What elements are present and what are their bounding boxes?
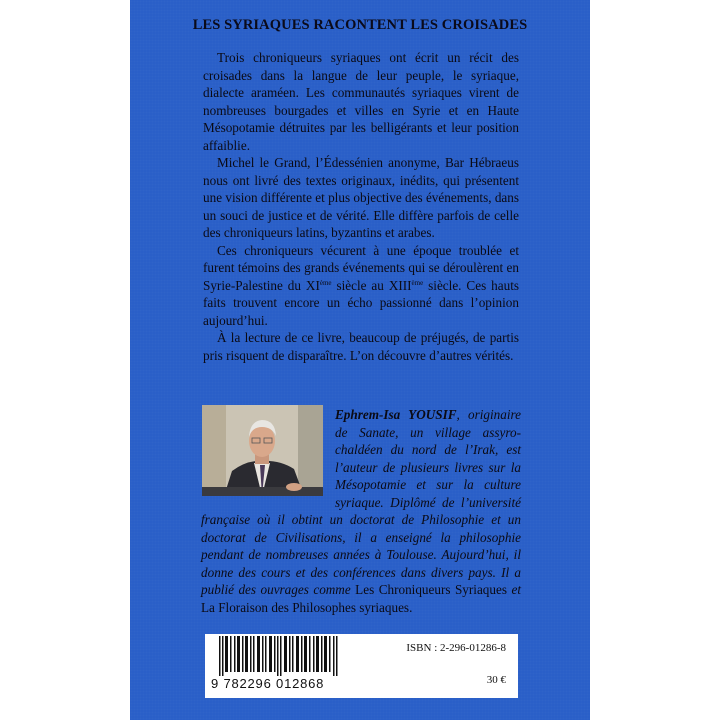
author-name: Ephrem-Isa YOUSIF	[335, 407, 457, 422]
p3-middle: siècle au XIII	[331, 277, 412, 293]
book-back-cover	[130, 0, 590, 720]
p3-after: siècle. Ces hauts faits trouvent encore un écho passionné dans l’opinion aujourd’hui.	[203, 277, 519, 328]
p3-before: Ces chroniqueurs vécurent à une époque troublée et furent témoins des grands événements qui se déroulèrent en Syrie-Palestine du XI	[203, 242, 519, 293]
blurb-paragraph-4: À la lecture de ce livre, beaucoup de préjugés, de partis pris risquent de disparaître. L’on découvre d’autres vérités.	[203, 330, 519, 363]
book-ref-2: La Floraison des Philosophes syriaques	[201, 599, 410, 615]
blurb-paragraph-3	[203, 242, 519, 330]
price: 30 €	[486, 674, 506, 686]
bio-end: .	[409, 599, 413, 615]
barcode-digits: 9 782296 012868	[211, 676, 325, 691]
blurb-paragraph-1: Trois chroniqueurs syriaques ont écrit un récit des croisades dans la langue de leur peuple, le syriaque, dialecte araméen. Les communautés syriaques virent de nombreuses bourgades et villes en Syrie et en Haute Mésopotamie détruites par les belligérants et leur position affaiblie.	[203, 50, 519, 153]
blurb	[203, 49, 519, 364]
barcode-panel	[205, 634, 518, 698]
book-ref-1: Les Chroniqueurs Syriaques	[355, 582, 507, 597]
bio-text: , originaire de Sanate, un village assyro-chaldéen du nord de l’Irak, est l’auteur de plusieurs livres sur la Mésopotamie et sur la culture syriaque. Diplômé de l’université française où il obtint un doctorat de Philosophie et un doctorat de Civilisations, il a enseigné la philosophie pendant de nombreuses années à Toulouse. Aujourd’hui, il donne des cours et des conférences dans divers pays. Il a publié des ouvrages comme	[201, 407, 522, 597]
book-title: LES SYRIAQUES RACONTENT LES CROISADES	[192, 17, 528, 33]
blurb-paragraph-2: Michel le Grand, l’Édessénien anonyme, Bar Hébraeus nous ont livré des textes originaux, inédits, qui présentent une vision différente et plus objective des événements, dans un souci de justice et de vérité. Elle diffère parfois de celle des chroniqueurs latins, byzantins et arabes.	[203, 155, 519, 240]
p3-sup-2: ème	[411, 278, 424, 287]
p3-sup-1: ème	[319, 278, 332, 287]
author-bio	[201, 406, 521, 616]
barcode-icon	[213, 636, 353, 676]
isbn: ISBN : 2-296-01286-8	[406, 642, 506, 654]
bio-and: et	[506, 582, 521, 597]
